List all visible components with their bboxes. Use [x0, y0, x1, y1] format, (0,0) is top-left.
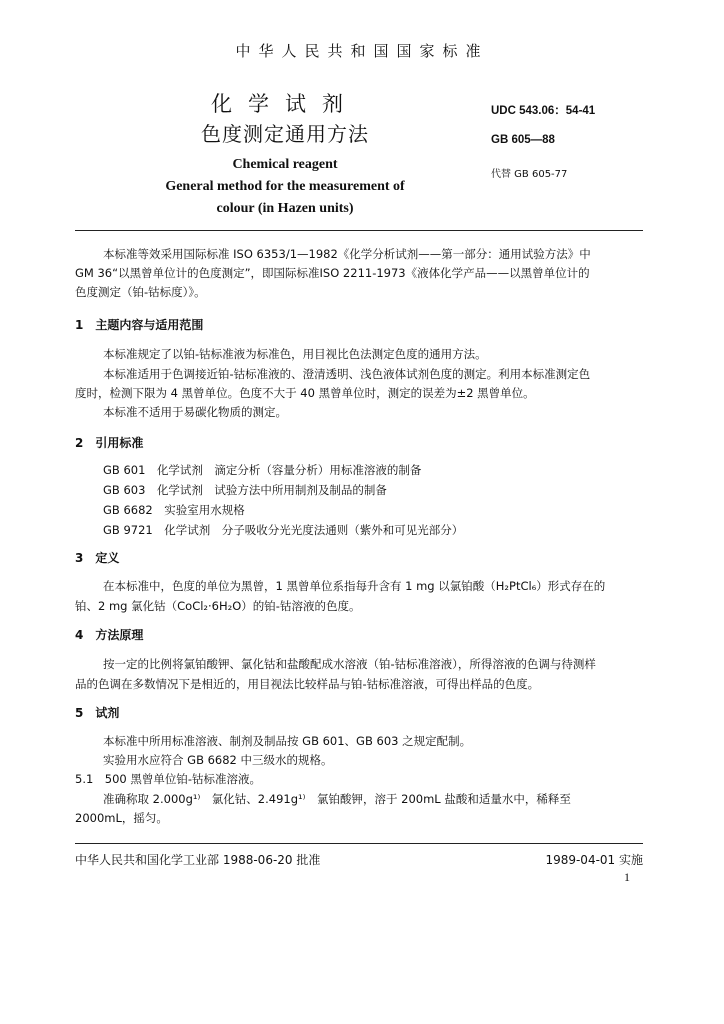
section-3-line-1: 在本标准中，色度的单位为黑曾，1 黑曾单位系指每升含有 1 mg 以氯铂酸（H₂PtCl₆）形式存在的 [103, 579, 606, 593]
national-standard-header: 中华人民共和国国家标准 [235, 42, 489, 60]
replaces-standard: 代替 GB 605-77 [491, 169, 568, 180]
section-4-heading: 4 方法原理 [75, 628, 144, 642]
reference-item: GB 601 化学试剂 滴定分析（容量分析）用标准溶液的制备 [103, 463, 422, 477]
intro-line-3: 色度测定（铂-钴标度）》。 [75, 285, 206, 299]
section-5-line-4: 2000mL，摇匀。 [75, 811, 168, 825]
section-5-heading: 5 试剂 [75, 706, 120, 720]
title-chinese: 化学试剂 [211, 92, 359, 116]
section-1-para-2-line-1: 本标准适用于色调接近铂-钴标准液的、澄清透明、浅色液体试剂色度的测定。利用本标准测定色 [103, 367, 591, 381]
reference-item: GB 6682 实验室用水规格 [103, 503, 245, 517]
footer-divider [75, 843, 643, 844]
header-divider [75, 230, 643, 231]
section-1-heading: 1 主题内容与适用范围 [75, 318, 204, 332]
title-english-line3: colour (in Hazen units) [216, 201, 354, 216]
page-number: 1 [624, 870, 630, 884]
implementation-date: 1989-04-01 实施 [545, 853, 643, 867]
approval-note: 中华人民共和国化学工业部 1988-06-20 批准 [75, 853, 321, 867]
section-3-line-2: 铂、2 mg 氯化钴（CoCl₂·6H₂O）的铂-钴溶液的色度。 [75, 599, 361, 613]
subtitle-chinese: 色度测定通用方法 [201, 122, 369, 146]
title-english-line2: General method for the measurement of [165, 179, 405, 194]
reference-item: GB 603 化学试剂 试验方法中所用制剂及制品的制备 [103, 483, 387, 497]
section-1-para-1: 本标准规定了以铂-钴标准液为标准色，用目视比色法测定色度的通用方法。 [103, 347, 487, 361]
section-2-heading: 2 引用标准 [75, 436, 144, 450]
section-3-heading: 3 定义 [75, 551, 120, 565]
section-4-line-1: 按一定的比例将氯铂酸钾、氯化钴和盐酸配成水溶液（铂-钴标准溶液），所得溶液的色调与待测样 [103, 657, 596, 671]
title-english-line1: Chemical reagent [232, 157, 338, 172]
section-5-line-2: 实验用水应符合 GB 6682 中三级水的规格。 [103, 753, 333, 767]
section-1-para-3: 本标准不适用于易碳化物质的测定。 [103, 405, 287, 419]
reference-item: GB 9721 化学试剂 分子吸收分光光度法通则（紫外和可见光部分） [103, 523, 464, 537]
intro-line-2: GM 36“以黑曾单位计的色度测定”，即国际标准ISO 2211-1973《液体化学产品——以黑曾单位计的 [75, 266, 590, 280]
gb-number: GB 605—88 [491, 134, 555, 146]
section-5-1-heading: 5.1 500 黑曾单位铂-钴标准溶液。 [75, 772, 262, 786]
section-5-line-1: 本标准中所用标准溶液、制剂及制品按 GB 601、GB 603 之规定配制。 [103, 734, 472, 748]
section-5-line-3: 准确称取 2.000g¹⁾ 氯化钴、2.491g¹⁾ 氯铂酸钾，溶于 200mL 盐酸和适量水中，稀释至 [103, 792, 571, 806]
intro-line-1: 本标准等效采用国际标准 ISO 6353/1—1982《化学分析试剂——第一部分：通用试验方法》中 [103, 247, 591, 261]
udc-number: UDC 543.06：54-41 [491, 105, 596, 117]
section-1-para-2-line-2: 度时，检测下限为 4 黑曾单位。色度不大于 40 黑曾单位时，测定的误差为±2 黑曾单位。 [75, 386, 535, 400]
section-4-line-2: 品的色调在多数情况下是相近的，用目视法比较样品与铂-钴标准溶液，可得出样品的色度。 [75, 677, 540, 691]
